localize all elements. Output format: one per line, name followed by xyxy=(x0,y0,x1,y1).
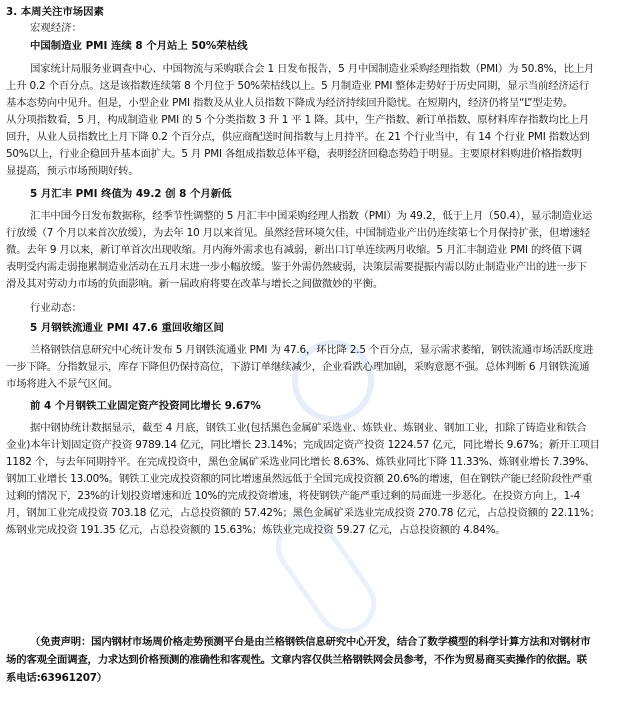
paragraph-line: 金业)本年计划固定资产投资 9789.14 亿元，同比增长 23.14%；完成固定资产投资 1224.57 亿元，同比增长 9.67%；新开工项目 xyxy=(6,439,600,451)
paragraph-line: 表明受内需走弱拖累制造业活动在五月末进一步小幅放缓。鉴于外需仍然疲弱，决策层需要提振内需以防止制造业产出的进一步下 xyxy=(6,261,587,273)
paragraph-line: 1182 个，与去年同期持平。在完成投资中，黑色金属矿采选业同比增长 8.63%、炼铁业同比下降 11.33%、炼钢业增长 7.39%、 xyxy=(6,456,595,468)
paragraph-line: 从分项指数看，5 月，构成制造业 PMI 的 5 个分类指数 3 升 1 平 1 降。其中，生产指数、新订单指数、原材料库存指数均比上月 xyxy=(6,114,590,126)
paragraph-line: 国家统计局服务业调查中心、中国物流与采购联合会 1 日发布报告，5 月中国制造业采购经理指数（PMI）为 50.8%，比上月 xyxy=(30,63,595,75)
paragraph-line: 滑及其对劳动力市场的负面影响。新一届政府将要在改革与增长之间做微妙的平衡。 xyxy=(6,278,384,290)
disclaimer-line: 场的客观全面调查，力求达到价格预测的准确性和客观性。文章内容仅供兰格钢铁网会员参考，不作为贸易商买卖操作的依据。联 xyxy=(6,654,587,666)
pmi-heading: 中国制造业 PMI 连续 8 个月站上 50%荣枯线 xyxy=(30,40,248,52)
paragraph-line: 月，钢加工业完成投资 703.18 亿元，占总投资额的 57.42%；黑色金属矿采选业完成投资 270.78 亿元，占总投资额的 22.11%； xyxy=(6,507,600,519)
section-title: 3. 本周关注市场因素 xyxy=(6,6,104,18)
invest-heading: 前 4 个月钢铁工业固定资产投资同比增长 9.67% xyxy=(30,400,261,412)
paragraph-line: 行放缓（7 个月以来首次放缓），为去年 10 月以来首见。虽然经营环境欠佳，中国制造业产出仍连续第七个月保持扩张，但增速轻 xyxy=(6,227,590,239)
disclaimer-line: 系电话:63961207） xyxy=(6,672,107,684)
paragraph-line: 一步下降。分指数显示，库存下降但仍保持高位，下游订单继续减少，企业看跌心理加剧，采购意愿不强。总体判断 6 月钢铁流通 xyxy=(6,361,590,373)
paragraph-line: 炼钢业完成投资 191.35 亿元，占总投资额的 15.63%；炼铁业完成投资 59.27 亿元，占总投资额的 4.84%。 xyxy=(6,524,506,536)
macro-label: 宏观经济： xyxy=(30,22,82,34)
paragraph-line: 钢加工业增长 13.00%。钢铁工业完成投资额的同比增速虽然远低于全国完成投资额 20.6%的增速，但在钢铁产能已经阶段性严重 xyxy=(6,473,593,485)
paragraph-line: 兰格钢铁信息研究中心统计发布 5 月钢铁流通业 PMI 为 47.6，环比降 2.5 个百分点，显示需求萎缩，钢铁流通市场活跃度进 xyxy=(30,344,594,356)
disclaimer-line: （免责声明：国内钢材市场周价格走势预测平台是由兰格钢铁信息研究中心开发，结合了数学模型的科学计算方法和对钢材市 xyxy=(30,636,591,648)
paragraph-line: 过剩的情况下，23%的计划投资增速和近 10%的完成投资增速，将使钢铁产能严重过剩的局面进一步恶化。在投资方向上，1-4 xyxy=(6,490,580,502)
industry-label: 行业动态： xyxy=(30,302,82,314)
steel-pmi-heading: 5 月钢铁流通业 PMI 47.6 重回收缩区间 xyxy=(30,322,224,334)
paragraph-line: 汇丰中国今日发布数据称，经季节性调整的 5 月汇丰中国采购经理人指数（PMI）为 49.2，低于上月（50.4），显示制造业运 xyxy=(30,210,593,222)
hsbc-heading: 5 月汇丰 PMI 终值为 49.2 创 8 个月新低 xyxy=(30,188,232,200)
paragraph-line: 显提高，预示市场预期好转。 xyxy=(6,165,139,177)
paragraph-line: 回升，从业人员指数比上月下降 0.2 个百分点，供应商配送时间指数与上月持平。在 21 个行业当中，有 14 个行业 PMI 指数达到 xyxy=(6,131,590,143)
paragraph-line: 据中钢协统计数据显示，截至 4 月底，钢铁工业(包括黑色金属矿采选业、炼铁业、炼钢业、钢加工业，扣除了铸造业和铁合 xyxy=(30,422,587,434)
paragraph-line: 微。去年 9 月以来，新订单首次出现收缩。月内海外需求也有减弱，新出口订单连续两月收缩。5 月汇丰制造业 PMI 的终值下调 xyxy=(6,244,582,256)
paragraph-line: 基本态势向中见升。但是，小型企业 PMI 指数及从业人员指数下降成为经济持续回升隐忧。在短期内，经济仍将呈“L”型走势。 xyxy=(6,97,574,109)
paragraph-line: 50%以上，行业企稳回升基本面扩大。5 月 PMI 各组成指数总体平稳，表明经济回稳态势趋于明显。主要原材料购进价格指数明 xyxy=(6,148,582,160)
paragraph-line: 市场将进入不景气区间。 xyxy=(6,378,119,390)
paragraph-line: 上升 0.2 个百分点。这是该指数连续第 8 个月位于 50%荣枯线以上。5 月制造业 PMI 整体走势好于历史同期，显示当前经济运行 xyxy=(6,80,589,92)
